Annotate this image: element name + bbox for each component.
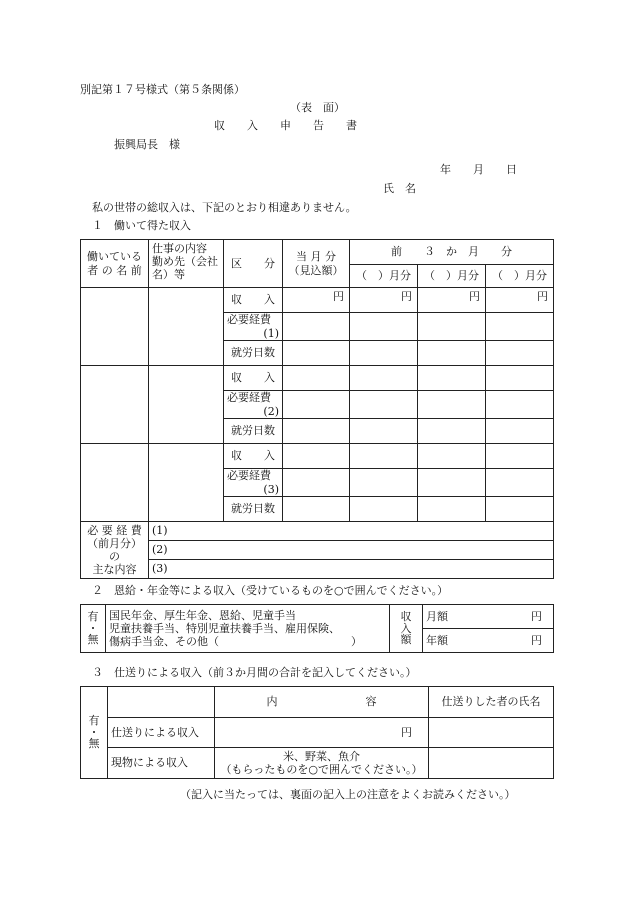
- job-content-cell[interactable]: [149, 366, 224, 444]
- row-days-label: 就労日数: [224, 497, 283, 522]
- input-cell[interactable]: [418, 469, 486, 497]
- yen-unit: 円: [531, 609, 542, 623]
- worker-name-cell[interactable]: [81, 366, 149, 444]
- input-cell[interactable]: [283, 313, 350, 341]
- side-label: （表 面）: [290, 101, 345, 114]
- row-income-label: 収 入: [224, 366, 283, 391]
- col-job-header: 仕事の内容 勤め先（会社 名）等: [149, 240, 224, 288]
- input-cell[interactable]: [486, 313, 554, 341]
- remittance-umu[interactable]: 有 ・ 無: [81, 687, 108, 779]
- row-income-label: 収 入: [224, 444, 283, 469]
- sender-name-cell[interactable]: [429, 718, 554, 748]
- input-cell[interactable]: [418, 391, 486, 419]
- input-cell[interactable]: [418, 497, 486, 522]
- input-cell[interactable]: [486, 469, 554, 497]
- addressee: 振興局長 様: [114, 138, 180, 151]
- col-sender-header: 仕送りした者の氏名: [429, 687, 554, 718]
- yearly-amount-cell[interactable]: [423, 629, 554, 653]
- row-income-label: 収 入: [224, 288, 283, 313]
- input-cell[interactable]: [283, 341, 350, 366]
- yen-unit: 円: [418, 288, 486, 313]
- yearly-label: 年額: [426, 633, 448, 647]
- input-cell[interactable]: [283, 366, 350, 391]
- sender-name-cell[interactable]: [429, 748, 554, 779]
- input-cell[interactable]: [283, 419, 350, 444]
- input-cell[interactable]: [486, 341, 554, 366]
- row-expense-label: 必要経費 (1): [224, 313, 283, 341]
- input-cell[interactable]: [350, 469, 418, 497]
- input-cell[interactable]: [418, 313, 486, 341]
- input-cell[interactable]: [486, 497, 554, 522]
- name-label: 氏 名: [383, 182, 416, 195]
- input-cell[interactable]: [350, 444, 418, 469]
- worker-name-cell[interactable]: [81, 288, 149, 366]
- remit-amount-cell[interactable]: [215, 718, 429, 748]
- input-cell[interactable]: [486, 444, 554, 469]
- input-cell[interactable]: [418, 419, 486, 444]
- input-cell[interactable]: [283, 469, 350, 497]
- page-title: 収 入 申 告 書: [214, 119, 357, 132]
- pension-income-table: [80, 604, 554, 653]
- col-category-header: 区 分: [224, 240, 283, 288]
- income-amount-label: 収 入 額: [390, 605, 423, 653]
- yen-unit: 円: [486, 288, 554, 313]
- input-cell[interactable]: [418, 444, 486, 469]
- input-cell[interactable]: [350, 313, 418, 341]
- yen-unit: 円: [283, 288, 350, 313]
- input-cell[interactable]: [350, 497, 418, 522]
- section1-heading: １ 働いて得た収入: [92, 219, 191, 232]
- row-goods-label: 現物による収入: [108, 748, 215, 779]
- expense-detail-label: 必 要 経 費 （前月分）の 主な内容: [81, 522, 149, 579]
- input-cell[interactable]: [350, 366, 418, 391]
- yen-unit: 円: [531, 633, 542, 647]
- input-cell[interactable]: [350, 391, 418, 419]
- date-label: 年 月 日: [440, 163, 517, 176]
- row-days-label: 就労日数: [224, 341, 283, 366]
- row-expense-label: 必要経費 (3): [224, 469, 283, 497]
- form-number: 別記第１７号様式（第５条関係）: [80, 83, 245, 96]
- expense-detail-item[interactable]: (1): [149, 522, 554, 541]
- job-content-cell[interactable]: [149, 288, 224, 366]
- section3-heading: ３ 仕送りによる収入（前３か月間の合計を記入してください。）: [92, 666, 417, 679]
- input-cell[interactable]: [486, 419, 554, 444]
- input-cell[interactable]: [283, 444, 350, 469]
- work-income-table: [80, 239, 554, 579]
- expense-detail-item[interactable]: (2): [149, 541, 554, 560]
- col-current-header: 当 月 分 （見込額）: [283, 240, 350, 288]
- input-cell[interactable]: [486, 391, 554, 419]
- col-content-header: 内 容: [215, 687, 429, 718]
- input-cell[interactable]: [283, 497, 350, 522]
- row-remit-label: 仕送りによる収入: [108, 718, 215, 748]
- yen-unit: 円: [350, 288, 418, 313]
- job-content-cell[interactable]: [149, 444, 224, 522]
- input-cell[interactable]: [418, 341, 486, 366]
- pension-types[interactable]: 国民年金、厚生年金、恩給、児童手当 児童扶養手当、特別児童扶養手当、雇用保険、 傷病手当金、その他（ ）: [106, 605, 390, 653]
- col-prev3-header: 前 ３ か 月 分: [350, 240, 554, 265]
- yen-unit: 円: [401, 725, 412, 739]
- worker-name-cell[interactable]: [81, 444, 149, 522]
- monthly-label: 月額: [426, 609, 448, 623]
- month-label: （ ）月分: [486, 265, 554, 288]
- month-label: （ ）月分: [418, 265, 486, 288]
- row-expense-label: 必要経費 (2): [224, 391, 283, 419]
- declaration: 私の世帯の総収入は、下記のとおり相違ありません。: [92, 201, 357, 214]
- input-cell[interactable]: [350, 419, 418, 444]
- expense-detail-item[interactable]: (3): [149, 560, 554, 579]
- remittance-income-table: [80, 686, 554, 779]
- input-cell[interactable]: [283, 391, 350, 419]
- blank-header-cell: [108, 687, 215, 718]
- footer-note: （記入に当たっては、裏面の記入上の注意をよくお読みください。）: [180, 788, 516, 801]
- section2-heading: ２ 恩給・年金等による収入（受けているものを○で囲んでください。）: [92, 584, 449, 597]
- monthly-amount-cell[interactable]: [423, 605, 554, 629]
- row-days-label: 就労日数: [224, 419, 283, 444]
- col-worker-header: 働いている 者 の 名 前: [81, 240, 149, 288]
- input-cell[interactable]: [486, 366, 554, 391]
- input-cell[interactable]: [350, 341, 418, 366]
- goods-content-cell[interactable]: 米、野菜、魚介 （もらったものを○で囲んでください。）: [215, 748, 429, 779]
- input-cell[interactable]: [418, 366, 486, 391]
- pension-umu[interactable]: 有 ・ 無: [81, 605, 106, 653]
- month-label: （ ）月分: [350, 265, 418, 288]
